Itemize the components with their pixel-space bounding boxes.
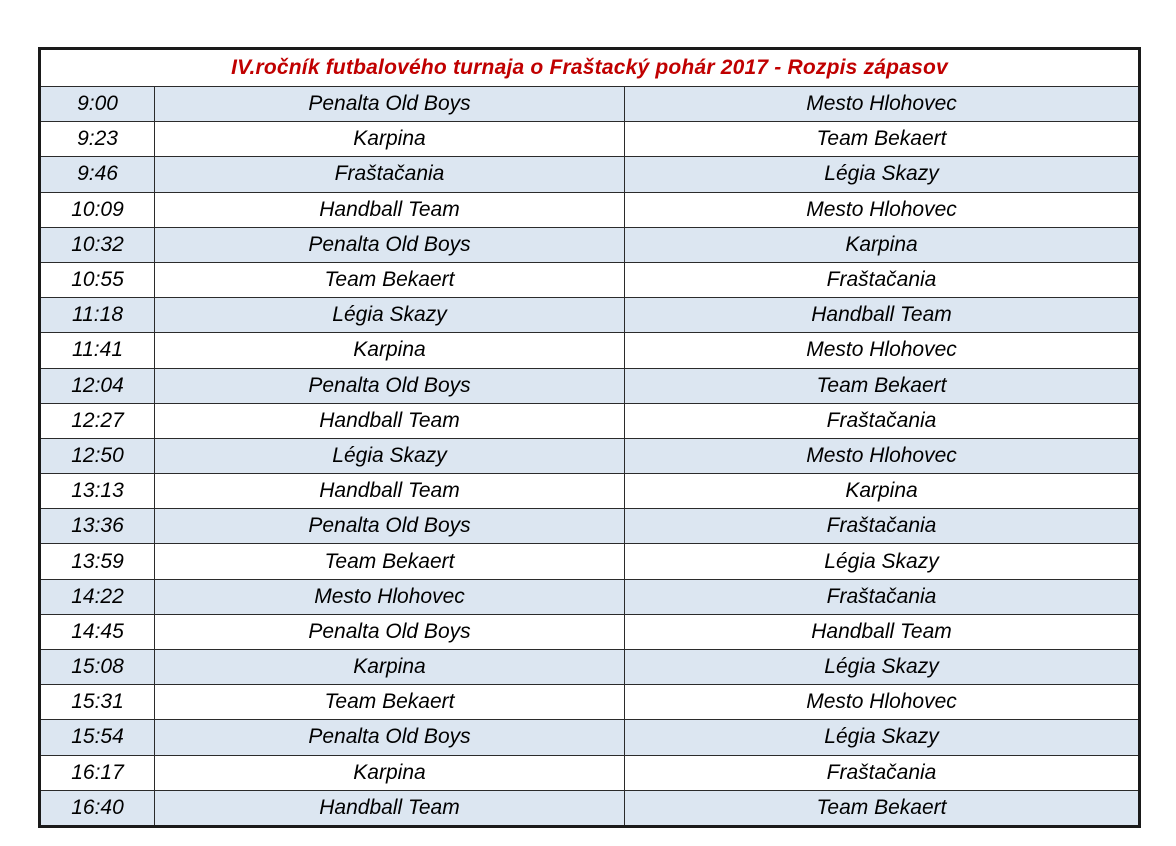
match-time-cell: 16:17 xyxy=(40,755,155,790)
away-team-cell: Fraštačania xyxy=(625,262,1140,297)
home-team-cell: Penalta Old Boys xyxy=(155,87,625,122)
table-row xyxy=(40,438,1140,473)
match-time-cell: 10:09 xyxy=(40,192,155,227)
match-time-cell: 9:00 xyxy=(40,87,155,122)
match-time-cell: 15:08 xyxy=(40,650,155,685)
home-team-cell: Handball Team xyxy=(155,474,625,509)
home-team-cell: Mesto Hlohovec xyxy=(155,579,625,614)
match-time-cell: 12:27 xyxy=(40,403,155,438)
home-team-cell: Handball Team xyxy=(155,192,625,227)
match-time-cell: 12:50 xyxy=(40,438,155,473)
home-team-cell: Karpina xyxy=(155,755,625,790)
home-team-cell: Penalta Old Boys xyxy=(155,368,625,403)
match-time-cell: 13:59 xyxy=(40,544,155,579)
match-time-cell: 11:41 xyxy=(40,333,155,368)
table-row xyxy=(40,474,1140,509)
table-row xyxy=(40,333,1140,368)
table-row xyxy=(40,614,1140,649)
away-team-cell: Mesto Hlohovec xyxy=(625,685,1140,720)
away-team-cell: Mesto Hlohovec xyxy=(625,192,1140,227)
table-row xyxy=(40,685,1140,720)
schedule-table-body xyxy=(40,49,1140,827)
table-row xyxy=(40,720,1140,755)
away-team-cell: Handball Team xyxy=(625,614,1140,649)
match-time-cell: 12:04 xyxy=(40,368,155,403)
title-row xyxy=(40,49,1140,87)
table-row xyxy=(40,122,1140,157)
table-row xyxy=(40,298,1140,333)
table-row xyxy=(40,790,1140,826)
away-team-cell: Team Bekaert xyxy=(625,368,1140,403)
match-time-cell: 11:18 xyxy=(40,298,155,333)
table-row xyxy=(40,509,1140,544)
match-time-cell: 14:45 xyxy=(40,614,155,649)
home-team-cell: Karpina xyxy=(155,650,625,685)
table-row xyxy=(40,87,1140,122)
home-team-cell: Handball Team xyxy=(155,403,625,438)
home-team-cell: Karpina xyxy=(155,122,625,157)
match-time-cell: 13:13 xyxy=(40,474,155,509)
away-team-cell: Handball Team xyxy=(625,298,1140,333)
away-team-cell: Team Bekaert xyxy=(625,122,1140,157)
away-team-cell: Légia Skazy xyxy=(625,157,1140,192)
table-row xyxy=(40,192,1140,227)
away-team-cell: Karpina xyxy=(625,474,1140,509)
table-row xyxy=(40,368,1140,403)
home-team-cell: Handball Team xyxy=(155,790,625,826)
table-row xyxy=(40,544,1140,579)
table-row xyxy=(40,157,1140,192)
table-row xyxy=(40,227,1140,262)
match-time-cell: 14:22 xyxy=(40,579,155,614)
away-team-cell: Team Bekaert xyxy=(625,790,1140,826)
away-team-cell: Karpina xyxy=(625,227,1140,262)
table-row xyxy=(40,755,1140,790)
match-time-cell: 10:32 xyxy=(40,227,155,262)
home-team-cell: Légia Skazy xyxy=(155,438,625,473)
table-row xyxy=(40,262,1140,297)
match-time-cell: 15:54 xyxy=(40,720,155,755)
away-team-cell: Légia Skazy xyxy=(625,544,1140,579)
table-row xyxy=(40,403,1140,438)
match-schedule-table xyxy=(38,47,1141,828)
away-team-cell: Légia Skazy xyxy=(625,650,1140,685)
home-team-cell: Penalta Old Boys xyxy=(155,227,625,262)
schedule-container xyxy=(38,47,1138,828)
match-time-cell: 15:31 xyxy=(40,685,155,720)
away-team-cell: Fraštačania xyxy=(625,755,1140,790)
away-team-cell: Fraštačania xyxy=(625,403,1140,438)
home-team-cell: Penalta Old Boys xyxy=(155,720,625,755)
table-row xyxy=(40,579,1140,614)
match-time-cell: 9:46 xyxy=(40,157,155,192)
match-time-cell: 10:55 xyxy=(40,262,155,297)
table-row xyxy=(40,650,1140,685)
away-team-cell: Mesto Hlohovec xyxy=(625,87,1140,122)
home-team-cell: Penalta Old Boys xyxy=(155,509,625,544)
away-team-cell: Mesto Hlohovec xyxy=(625,333,1140,368)
match-time-cell: 9:23 xyxy=(40,122,155,157)
home-team-cell: Fraštačania xyxy=(155,157,625,192)
match-time-cell: 13:36 xyxy=(40,509,155,544)
match-time-cell: 16:40 xyxy=(40,790,155,826)
away-team-cell: Fraštačania xyxy=(625,509,1140,544)
away-team-cell: Mesto Hlohovec xyxy=(625,438,1140,473)
home-team-cell: Penalta Old Boys xyxy=(155,614,625,649)
home-team-cell: Team Bekaert xyxy=(155,262,625,297)
tournament-title: IV.ročník futbalového turnaja o Fraštacký pohár 2017 - Rozpis zápasov xyxy=(40,49,1140,87)
home-team-cell: Team Bekaert xyxy=(155,685,625,720)
home-team-cell: Team Bekaert xyxy=(155,544,625,579)
home-team-cell: Karpina xyxy=(155,333,625,368)
home-team-cell: Légia Skazy xyxy=(155,298,625,333)
away-team-cell: Fraštačania xyxy=(625,579,1140,614)
away-team-cell: Légia Skazy xyxy=(625,720,1140,755)
